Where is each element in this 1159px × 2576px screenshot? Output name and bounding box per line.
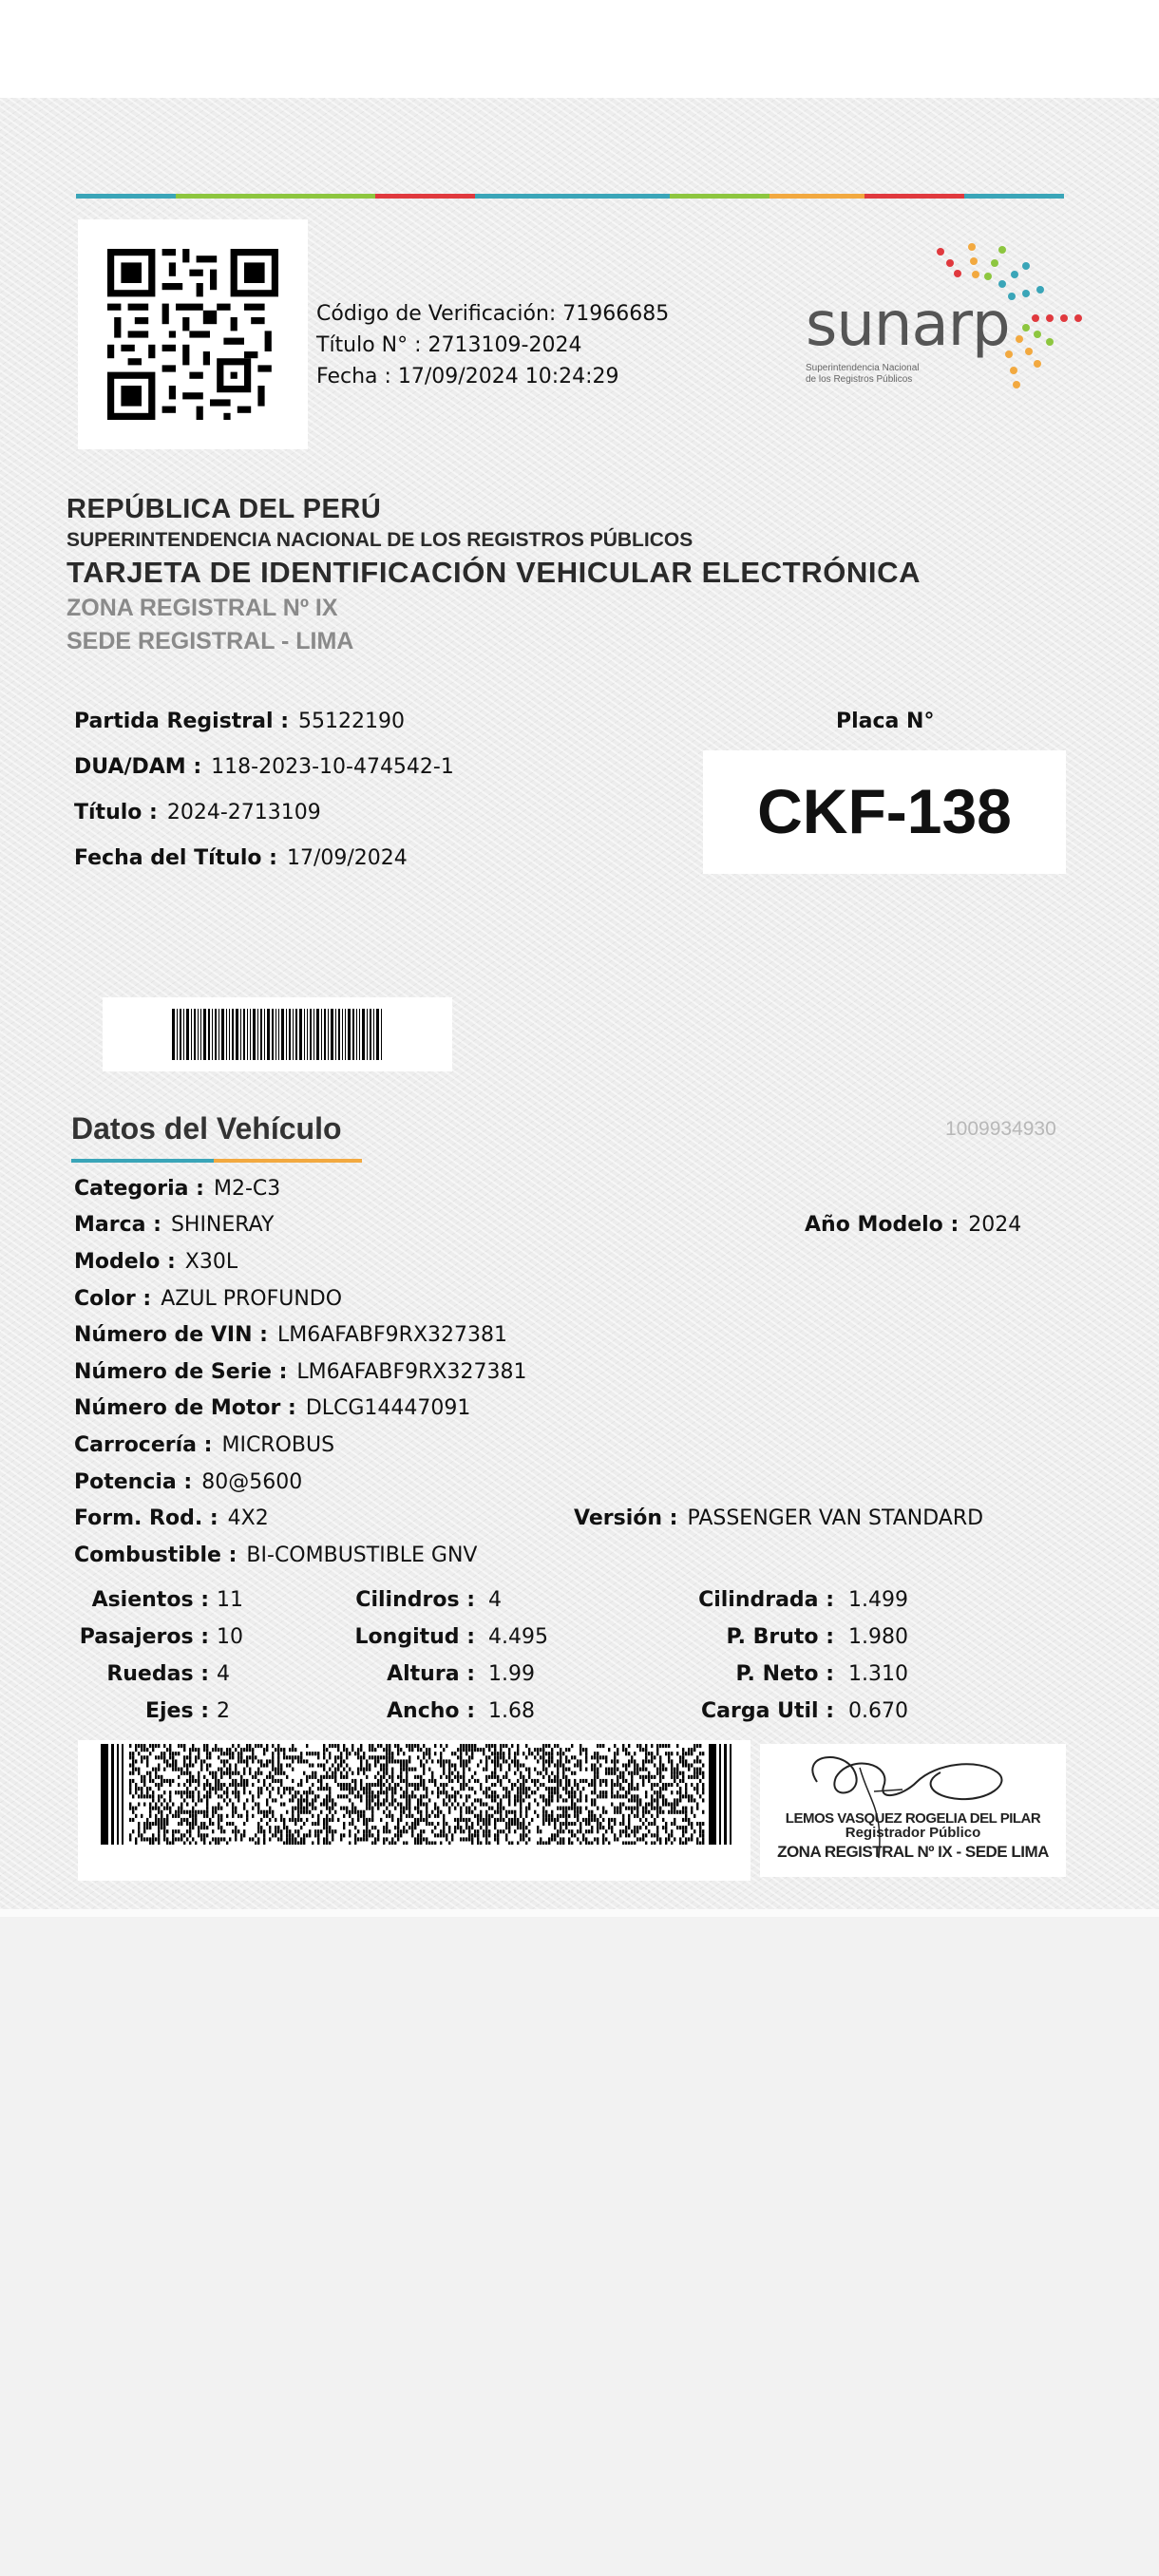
field-partida-registral (74, 709, 405, 733)
field-label: Número de Serie : (74, 1360, 288, 1384)
field-value: AZUL PROFUNDO (161, 1287, 343, 1311)
field-label: Form. Rod. : (74, 1506, 218, 1530)
spec-cilindros-value (488, 1587, 502, 1612)
field-marca (74, 1212, 274, 1237)
field-titulo (74, 800, 321, 824)
header-stripe-green-1 (176, 194, 375, 199)
header-stripe-red-2 (864, 194, 964, 199)
field-value: 1.499 (848, 1588, 908, 1612)
heading-superintendencia: SUPERINTENDENCIA NACIONAL DE LOS REGISTROS PÚBLICOS (66, 529, 694, 551)
spec-longitud-value (488, 1624, 548, 1649)
verification-date: Fecha : 17/09/2024 10:24:29 (316, 365, 619, 388)
spec-longitud-label (285, 1624, 475, 1649)
signer-zone: ZONA REGISTRAL Nº IX - SEDE LIMA (777, 1843, 1049, 1861)
field-value: 17/09/2024 (286, 846, 408, 870)
spec-ancho-label (285, 1698, 475, 1723)
field-value: PASSENGER VAN STANDARD (687, 1506, 984, 1530)
field-value: 0.670 (848, 1699, 908, 1723)
field-value: LM6AFABF9RX327381 (296, 1360, 527, 1384)
field-numero-serie (74, 1359, 526, 1384)
field-label: Pasajeros : (79, 1625, 209, 1649)
field-label: Título : (74, 801, 158, 824)
field-value: LM6AFABF9RX327381 (276, 1323, 508, 1347)
field-label: Altura : (387, 1662, 475, 1686)
field-label: P. Neto : (735, 1662, 834, 1686)
spec-pasajeros-value (217, 1624, 243, 1649)
header-stripe-teal-1 (76, 194, 176, 199)
spec-carga-util-value (848, 1698, 908, 1723)
field-value: 2024 (968, 1213, 1022, 1237)
placa-label: Placa N° (836, 710, 935, 733)
field-value: 1.68 (488, 1699, 535, 1723)
field-value: 80@5600 (201, 1470, 303, 1494)
field-label: Partida Registral : (74, 710, 289, 733)
field-label: P. Bruto : (726, 1625, 834, 1649)
field-numero-motor (74, 1395, 470, 1420)
sunarp-logo-subtitle-1: Superintendencia Nacional (806, 363, 920, 373)
spec-ruedas-label (28, 1661, 209, 1686)
field-value: 2024-2713109 (166, 801, 321, 824)
heading-republica: REPÚBLICA DEL PERÚ (66, 494, 382, 524)
field-label: Número de Motor : (74, 1396, 296, 1420)
pdf417-barcode-graphic (101, 1744, 737, 1845)
field-label: Cilindrada : (698, 1588, 834, 1612)
field-value: 4X2 (227, 1506, 269, 1530)
field-value: MICROBUS (221, 1433, 335, 1457)
heading-tarjeta: TARJETA DE IDENTIFICACIÓN VEHICULAR ELECTRÓNICA (66, 556, 922, 589)
field-categoria (74, 1176, 280, 1201)
field-label: DUA/DAM : (74, 755, 202, 779)
field-label: Carga Util : (700, 1699, 834, 1723)
field-combustible (74, 1543, 478, 1567)
pdf417-barcode (78, 1740, 750, 1881)
heading-sede-registral: SEDE REGISTRAL - LIMA (66, 628, 354, 654)
field-numero-vin (74, 1322, 507, 1347)
field-label: Cilindros : (355, 1588, 475, 1612)
spec-ejes-label (28, 1698, 209, 1723)
field-label: Categoria : (74, 1177, 204, 1201)
spec-p-neto-label (646, 1661, 834, 1686)
field-label: Versión : (574, 1506, 678, 1530)
placa-box (703, 750, 1066, 874)
field-value: 1.99 (488, 1662, 535, 1686)
spec-p-bruto-value (848, 1624, 908, 1649)
field-value: 4 (488, 1588, 502, 1612)
placa-number: CKF-138 (757, 776, 1012, 846)
header-stripe-red-1 (375, 194, 475, 199)
field-value: 4.495 (488, 1625, 548, 1649)
field-label: Ejes : (144, 1699, 209, 1723)
field-color (74, 1286, 342, 1311)
field-value: DLCG14447091 (305, 1396, 471, 1420)
spec-p-neto-value (848, 1661, 908, 1686)
field-label: Ancho : (387, 1699, 475, 1723)
spec-p-bruto-label (646, 1624, 834, 1649)
field-label: Color : (74, 1287, 152, 1311)
section-underline-orange (214, 1159, 362, 1163)
verification-code: Código de Verificación: 71966685 (316, 302, 670, 326)
spec-cilindrada-label (646, 1587, 834, 1612)
verification-title-number: Título N° : 2713109-2024 (316, 333, 582, 357)
header-stripe-green-2 (670, 194, 770, 199)
barcode-small (103, 997, 452, 1071)
spec-cilindrada-value (848, 1587, 908, 1612)
spec-pasajeros-label (28, 1624, 209, 1649)
field-value: BI-COMBUSTIBLE GNV (246, 1544, 478, 1567)
field-label: Año Modelo : (805, 1213, 960, 1237)
field-value: 118-2023-10-474542-1 (211, 755, 454, 779)
field-label: Asientos : (91, 1588, 209, 1612)
field-value: SHINERAY (170, 1213, 275, 1237)
field-potencia (74, 1469, 302, 1494)
field-label: Potencia : (74, 1470, 193, 1494)
field-form-rod (74, 1506, 269, 1530)
field-value: 10 (217, 1625, 243, 1649)
spec-altura-label (285, 1661, 475, 1686)
spec-altura-value (488, 1661, 535, 1686)
field-label: Número de VIN : (74, 1323, 268, 1347)
signer-name: LEMOS VASQUEZ ROGELIA DEL PILAR (785, 1810, 1041, 1827)
field-version (574, 1506, 983, 1530)
field-label: Ruedas : (106, 1662, 209, 1686)
qr-code (78, 219, 308, 449)
field-label: Fecha del Título : (74, 846, 277, 870)
field-carroceria (74, 1432, 334, 1457)
field-value: 1.310 (848, 1662, 908, 1686)
field-value: 11 (217, 1588, 243, 1612)
sunarp-logo-subtitle-2: de los Registros Públicos (806, 374, 913, 385)
field-fecha-titulo (74, 845, 408, 870)
qr-code-graphic (107, 249, 278, 420)
field-value: 55122190 (298, 710, 405, 733)
spec-ejes-value (217, 1698, 230, 1723)
field-value: 1.980 (848, 1625, 908, 1649)
spec-asientos-value (217, 1587, 243, 1612)
barcode-small-graphic (172, 1009, 385, 1060)
spec-ruedas-value (217, 1661, 230, 1686)
header-stripe-orange (770, 194, 864, 199)
field-anio-modelo (805, 1212, 1021, 1237)
field-modelo (74, 1249, 238, 1274)
header-stripe-teal-2 (475, 194, 670, 199)
field-label: Modelo : (74, 1250, 176, 1274)
field-label: Marca : (74, 1213, 162, 1237)
signature-block (760, 1744, 1066, 1877)
spec-ancho-value (488, 1698, 535, 1723)
signer-role: Registrador Público (845, 1825, 981, 1841)
section-title-datos-vehiculo: Datos del Vehículo (71, 1111, 342, 1146)
field-value: 4 (217, 1662, 230, 1686)
field-value: X30L (184, 1250, 238, 1274)
field-label: Carrocería : (74, 1433, 213, 1457)
field-label: Longitud : (354, 1625, 475, 1649)
spec-carga-util-label (646, 1698, 834, 1723)
field-dua-dam (74, 754, 454, 779)
sunarp-logo-word: sunarp (806, 290, 1010, 360)
sunarp-logo (798, 242, 1083, 404)
serial-number: 1009934930 (945, 1118, 1056, 1140)
field-value: M2-C3 (213, 1177, 281, 1201)
card-bottom-edge (0, 1909, 1159, 1917)
top-margin (0, 0, 1159, 98)
header-stripe-teal-3 (964, 194, 1064, 199)
field-value: 2 (217, 1699, 230, 1723)
section-underline-teal (71, 1159, 214, 1163)
spec-asientos-label (28, 1587, 209, 1612)
field-label: Combustible : (74, 1544, 238, 1567)
spec-cilindros-label (285, 1587, 475, 1612)
heading-zona-registral: ZONA REGISTRAL Nº IX (66, 595, 338, 621)
